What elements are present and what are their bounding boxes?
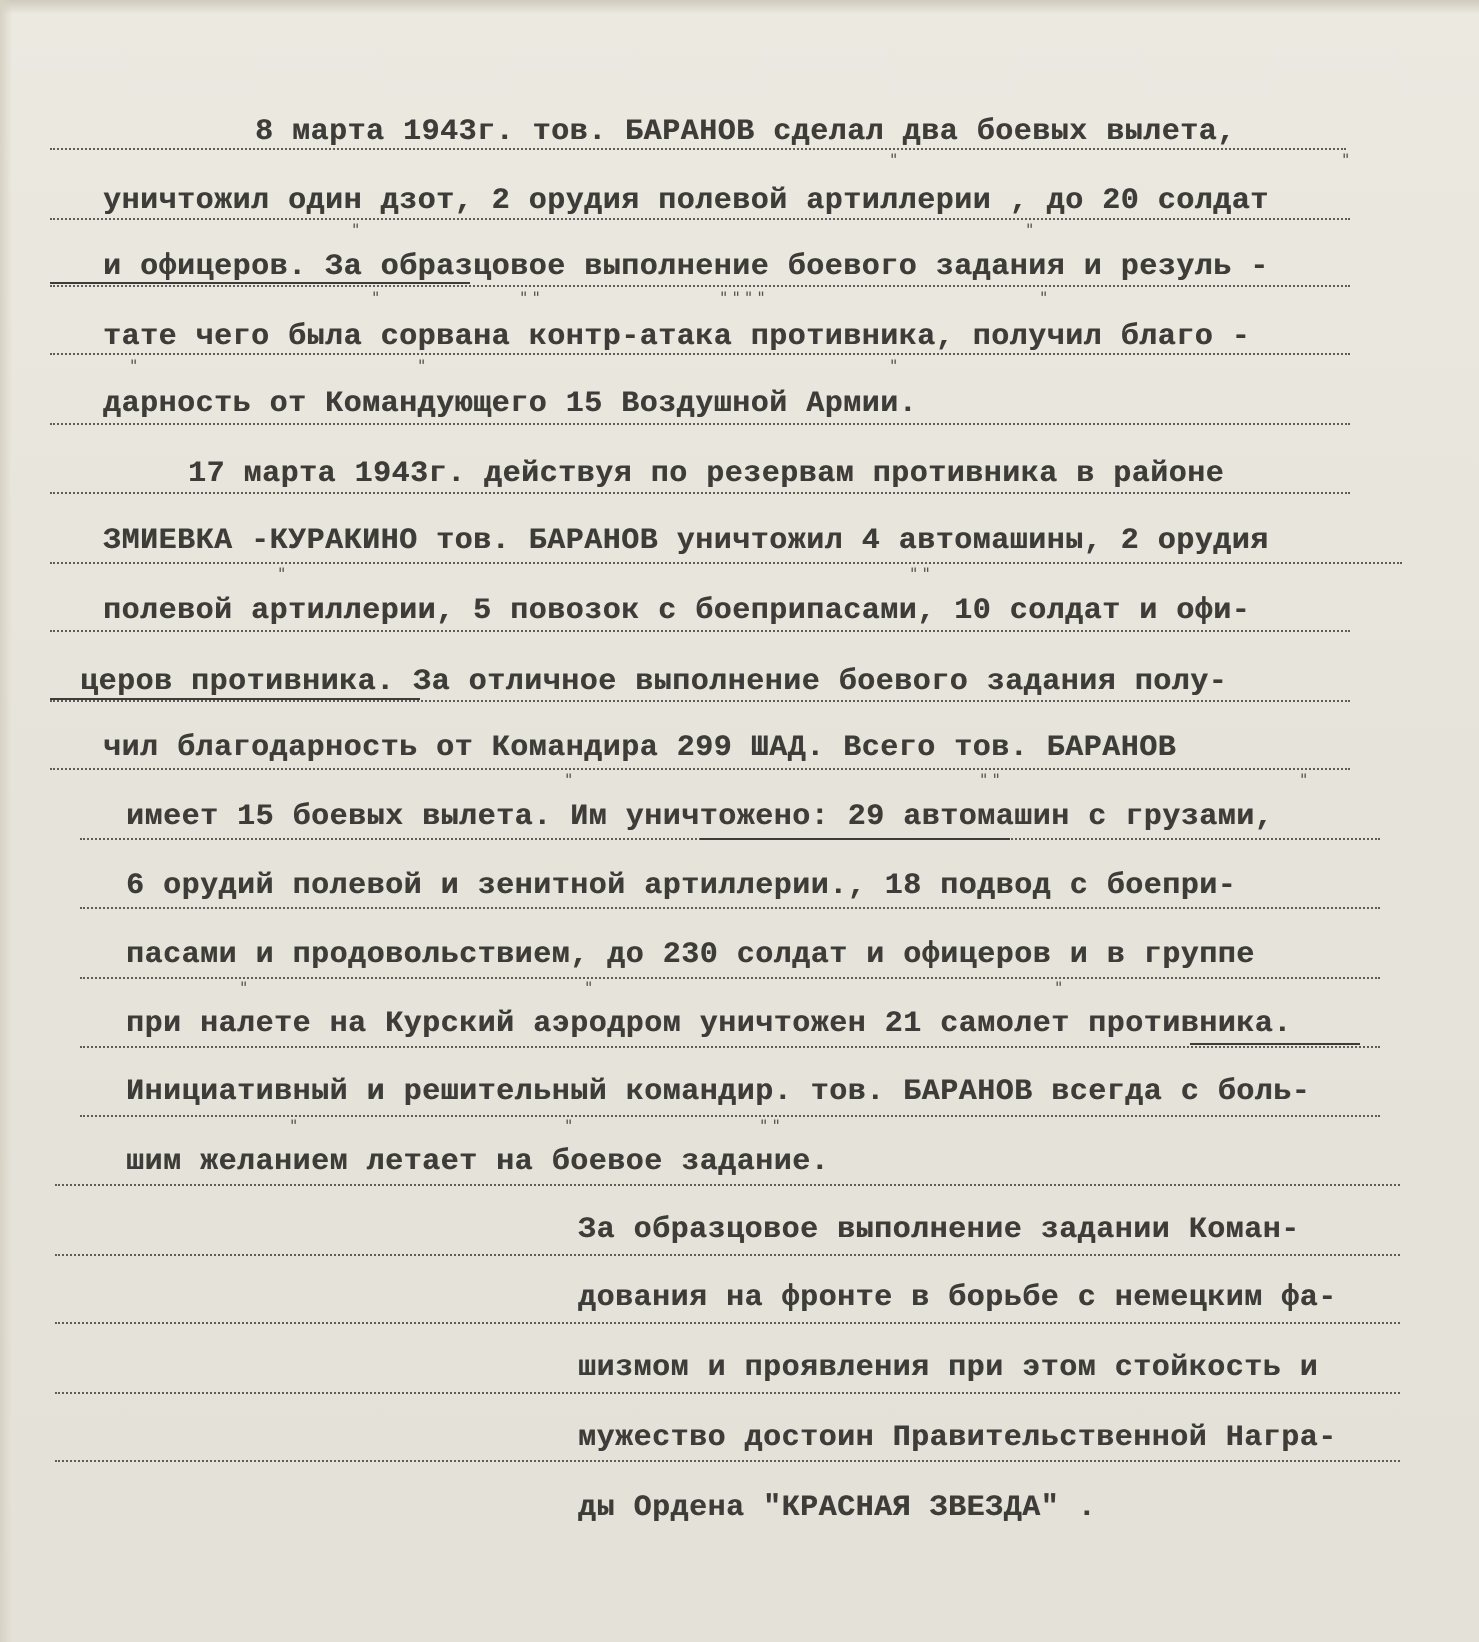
accent-mark: " (1040, 288, 1048, 307)
accent-mark: " (290, 1116, 298, 1135)
underline-stroke (1190, 1043, 1360, 1045)
accent-mark: " (240, 978, 248, 997)
text-line-1: 8 марта 1943г. тов. БАРАНОВ сделал два боевых вылета, (255, 115, 1236, 149)
text-line-12: 6 орудий полевой и зенитной артиллерии., 18 подвод с боепри- (126, 869, 1237, 903)
ruled-line (50, 768, 1350, 770)
ruled-line (80, 1046, 1380, 1048)
accent-mark: " " " " (720, 288, 765, 307)
text-line-9: церов противника. За отличное выполнение боевого задания полу- (80, 665, 1228, 699)
ruled-line (50, 423, 1350, 425)
text-line-15: Инициативный и решительный командир. тов. БАРАНОВ всегда с боль- (126, 1075, 1311, 1109)
accent-mark: " (278, 564, 286, 583)
accent-mark: " (1055, 978, 1063, 997)
text-line-11: имеет 15 боевых вылета. Им уничтожено: 29 автомашин с грузами, (126, 800, 1274, 834)
ruled-line (55, 1460, 1400, 1462)
ruled-line (55, 1322, 1400, 1324)
ruled-line (80, 977, 1380, 979)
text-line-18: дования на фронте в борьбе с немецким фа- (578, 1281, 1337, 1315)
ruled-line (80, 907, 1380, 909)
text-line-4: тате чего была сорвана контр-атака противника, получил благо - (103, 320, 1251, 354)
accent-mark: " (585, 978, 593, 997)
ruled-line (50, 562, 1402, 564)
underline-stroke (700, 838, 1010, 840)
accent-mark: " (1300, 770, 1308, 789)
text-line-13: пасами и продовольствием, до 230 солдат и офицеров и в группе (126, 938, 1255, 972)
accent-mark: " (130, 356, 138, 375)
text-line-21: ды Ордена "КРАСНАЯ ЗВЕЗДА" . (578, 1491, 1097, 1525)
ruled-line (50, 492, 1350, 494)
text-line-20: мужество достоин Правительственной Награ- (578, 1421, 1337, 1455)
text-line-14: при налете на Курский аэродром уничтожен 21 самолет противника. (126, 1007, 1292, 1041)
accent-mark: " " (910, 564, 930, 583)
accent-mark: " (565, 1116, 573, 1135)
accent-mark: " (890, 150, 898, 169)
accent-mark: " " (520, 288, 540, 307)
accent-mark: " (1026, 220, 1034, 239)
text-line-7: ЗМИЕВКА -КУРАКИНО тов. БАРАНОВ уничтожил 4 автомашины, 2 орудия (103, 524, 1269, 558)
page-edge-shadow-left (0, 0, 12, 1642)
ruled-line (55, 1184, 1400, 1186)
text-line-16: шим желанием летает на боевое задание. (126, 1145, 830, 1179)
page-edge-shadow-top (0, 0, 1479, 14)
accent-mark: " (890, 356, 898, 375)
accent-mark: " " (760, 1116, 780, 1135)
text-line-2: уничтожил один дзот, 2 орудия полевой артиллерии , до 20 солдат (103, 184, 1269, 218)
text-line-8: полевой артиллерии, 5 повозок с боеприпасами, 10 солдат и офи- (103, 594, 1251, 628)
ruled-line (55, 1254, 1400, 1256)
text-line-19: шизмом и проявления при этом стойкость и (578, 1351, 1319, 1385)
text-line-5: дарность от Командующего 15 Воздушной Армии. (103, 387, 918, 421)
ruled-line (50, 700, 1350, 702)
accent-mark: " (352, 220, 360, 239)
accent-mark: " (372, 288, 380, 307)
ruled-line (50, 630, 1350, 632)
text-line-10: чил благодарность от Командира 299 ШАД. Всего тов. БАРАНОВ (103, 731, 1177, 765)
accent-mark: " (565, 770, 573, 789)
ruled-line (80, 1115, 1380, 1117)
accent-mark: " " (980, 770, 1000, 789)
text-line-6: 17 марта 1943г. действуя по резервам противника в районе (188, 457, 1225, 491)
accent-mark: " (1342, 150, 1350, 169)
text-line-3: и офицеров. За образцовое выполнение боевого задания и резуль - (103, 250, 1269, 284)
accent-mark: " (418, 356, 426, 375)
ruled-line (55, 1392, 1400, 1394)
ruled-line (50, 285, 1350, 287)
text-line-17: За образцовое выполнение задании Коман- (578, 1213, 1300, 1247)
